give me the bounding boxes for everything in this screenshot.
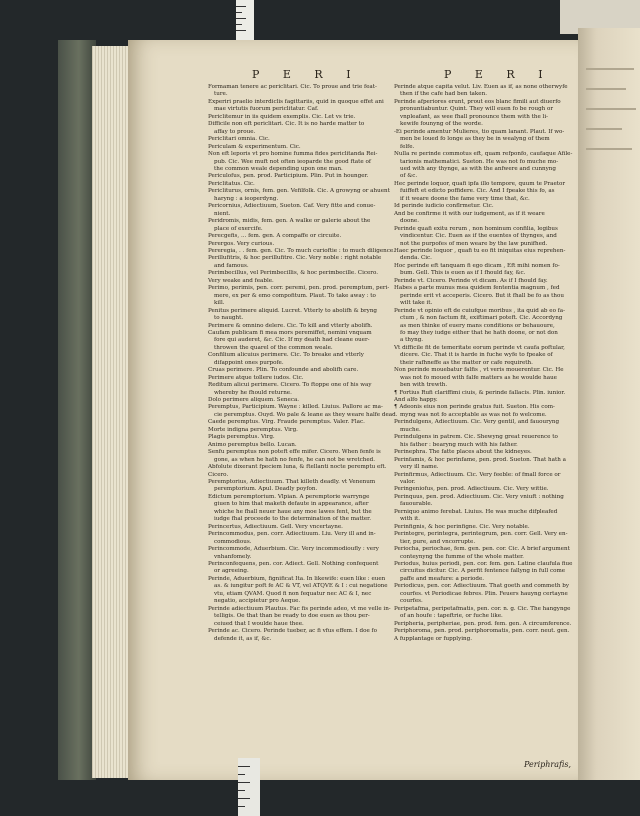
catchword: Periphrafis, (524, 760, 571, 769)
text-line: defende it, as if, &c. (214, 635, 272, 642)
text-line: Vt difficile fit de temeritate eorum perinde vt caufa poftular, (394, 344, 565, 351)
text-line: ¶ Fortius Rufi clariffimi ciuis, & perinde fallacis. Plin. iunior. (394, 389, 566, 396)
text-line: Peripetafma, peripetafmatis, pen. cor. n. g. Cic. The hangynge (394, 605, 571, 612)
text-line: Peridromis, midis, fem. gen. A walke or galerie about the (208, 218, 371, 225)
text-line: Periculam & experimentum. Cic. (208, 143, 301, 150)
text-line: as men thinke of euery mans conditions or behauoure, (400, 322, 555, 329)
text-column-right (394, 84, 592, 643)
text-line: pub. Cic. Wee muft not often ieoparde the good ftate of (214, 158, 371, 165)
text-line: Hec perinde loquor, quafi ipfa illo tempore, quum te Praetor (394, 180, 566, 187)
text-line: Cruas perimere. Plin. To confounde and abolifh care. (208, 367, 359, 374)
text-line: nient. (214, 210, 231, 217)
text-line: Perimere atque tollere iudos. Cic. (208, 374, 304, 381)
text-line: his father : bearyng much with his father. (400, 441, 518, 448)
text-line: Senfu peremptus non poteft effe mifer. Cicero. When fenfe is (208, 449, 381, 456)
text-line: Perinfirmus, Adiectiuum. Cic. Very feeble: of fmall force or (394, 471, 561, 478)
text-line: Perinde quafi exitu rerum , non hominum confilia, legibus (394, 225, 558, 232)
text-line: haryng : a ieoperdyng. (214, 195, 279, 202)
text-line: ture. (214, 91, 228, 98)
text-line: valor. (400, 479, 416, 486)
text-line: circuitus dicitur. Cic. A perfit fentence fallyng in full come (400, 568, 566, 575)
text-line: Edictum peremptorium. Vlpian. A peremptorie warrynge (208, 493, 370, 500)
text-line: Perimere & omnino delere. Cic. To kill and vtterly abolifh. (208, 322, 373, 329)
text-line: of &c. (400, 173, 418, 180)
text-line: Perinephra. The fatte places about the kidneyes. (394, 449, 532, 456)
text-line: fore qui auderet, &c. Cic. If my death had cleane ouer- (214, 337, 370, 344)
text-line: bum. Gell. This is euen as if I fhould fay, &c. (400, 270, 526, 277)
text-line: commodious. (214, 538, 252, 545)
text-line: Perecgefis, ... fem. gen. A compaffe or circuite. (208, 233, 342, 240)
text-line: then if the cafe had ben taken. (400, 91, 487, 98)
text-line: negatio, accipietur pro Aeque. (214, 598, 301, 605)
text-line: the common weale depending upon one man. (214, 165, 343, 172)
text-line: tarionis mathematici. Sueton. He was not fo muche mo- (400, 158, 559, 165)
text-line: Perimo, perimis, pen. corr. peremi, pen. prod. peremptum, peri- (208, 285, 390, 292)
text-line: And alfo happy. (394, 397, 438, 404)
text-line: to naught. (214, 315, 244, 322)
text-line: courfes. (400, 598, 423, 605)
running-header-right: P E R I (444, 68, 553, 81)
text-line: Difficile non eft periclitari. Cic. It is no harde matter to (208, 121, 365, 128)
text-line: and famous. (214, 262, 249, 269)
text-line: whiche he fhall neuer haue any moe lawes fent, but the (214, 508, 372, 515)
text-line: ceiued that I woulde haue thee. (214, 620, 304, 627)
text-line: Morte indigna peremptus. Virg. (208, 426, 298, 433)
text-line: Perimbecillus, vel Perimbecillis, & hoc perimbecille. Cicero. (208, 270, 379, 277)
text-line: Perinconfequens, pen. cor. Adiect. Gell. Nothing confequent (208, 561, 379, 567)
text-line: Formaman tenere ac periclitari. Cic. To proue and trie feat- (208, 84, 377, 90)
text-line: iudge fhal proceede to the determination of the matter. (214, 516, 371, 523)
text-line: throwen the quarel of the common weale. (214, 344, 333, 351)
text-line: Perinde afperiores erunt, prout eos blanc fimili aut diuerfo (394, 98, 561, 105)
text-line: Periodicus, pen. cor. Adiectiuum. That goeth and commeth by (394, 583, 569, 590)
text-line: Perinde adiectiuum Plautus. Fac fis perinde adeo, vt me velle in- (208, 605, 391, 612)
text-line: gone, as when he hath no fenfe, he can not be wretched. (214, 456, 376, 463)
text-line: Perinde, Aduerbium, fignificat Ita. In likewife: euen like : euen (208, 575, 386, 582)
text-line: Non eft leporis vt pro homine fumma fides periclitanda Rei- (208, 151, 378, 158)
text-line: Perinquus, pen. prod. Adiectiuum. Cic. Very vniuft : nothing (394, 493, 564, 500)
text-line: Animo peremptus bello. Lucan. (208, 441, 297, 448)
text-line: Periphoroma, pen. prod. periphoromatis, pen. corr. neut. gen. (394, 628, 570, 635)
text-line: Periclitemur in iis quidem exemplis. Cic. Let vs trie. (208, 113, 356, 120)
text-line: if it weare doone the fame very time that, &c. (400, 195, 530, 202)
text-line: And be confirme it with our iudgement, as if it weare (394, 210, 545, 217)
text-line: Reditum alicui perimere. Cicero. To ftoppe one of his way (208, 382, 372, 389)
text-line: Pericornius, Adiectiuum, Sueton. Caf. Very fitte and conue- (208, 203, 376, 210)
text-line: Perindulgens, Adiectiuum. Cic. Very gentil, and fauouryng (394, 419, 560, 426)
text-line: Perincertus, Adiectiuum. Gell. Very vncertayne. (208, 523, 343, 530)
text-line: Periocha, periochae, fem. gen. pen. cor. Cic. A brief argument (394, 546, 570, 553)
text-column-left (200, 84, 398, 643)
text-line: men be loued fo longe as they be in wealyng of them (400, 136, 550, 143)
text-line: ued with any thynge, as with the anfwere and cunnyng (400, 165, 556, 172)
text-line: Periclitatus. Cic. (208, 180, 255, 187)
text-line: Very weake and feable. (208, 277, 274, 284)
text-line: their rafhneffe as the matter or cafe requireth. (400, 359, 533, 366)
text-line: fauourable. (400, 501, 433, 508)
text-line: -Ei perinde amentur Mulieres, tio quam lanant. Plaut. If wo- (394, 128, 565, 135)
text-line: as. & iungitur poft fe AC & VT, vel ATQVE & I : cui negatione (214, 583, 388, 590)
text-line: very ill name. (400, 464, 439, 471)
text-line: Dolo perimere aliquem. Seneca. (208, 397, 300, 404)
text-line: Non perinde mouebatur falfis , vt veris mouerentur. Cic. He (394, 367, 564, 374)
text-line: with it. (400, 516, 421, 523)
text-line: denda. Cic. (400, 255, 432, 262)
text-line: Perergos. Very curious. (208, 240, 275, 247)
text-line: affay to proue. (214, 128, 256, 135)
text-line: Experiri praelio interdiclis fagittariis, quid in quoque effet ani (208, 98, 384, 105)
text-line: Perinfamis, & hoc perinfame, pen. prod. Sueton. That hath a (394, 456, 566, 463)
text-line: Perincommode, Aduerbium. Cic. Very incommodioufly : very (208, 546, 379, 553)
text-line: Perincommodus, pen. corr. Adiectiuum. Liu. Very ill and in- (208, 531, 376, 538)
text-line: Id perinde iudicio conflrmetur. Cic. (394, 203, 494, 210)
text-line: conteynyng the fumme of the whole matter. (400, 553, 524, 560)
running-header-left: P E R I (252, 68, 361, 81)
text-line: pronuntiabuntur. Quint. They will euen fo be rough or (400, 106, 554, 113)
text-line: peremptorium. Apul. Deadly poyfon. (214, 486, 318, 493)
text-line: vindicentur. Cic. Euen as if the euentes of thynges, and (400, 233, 557, 240)
text-line: kewife founyng of the worde. (400, 121, 483, 128)
text-line: a thyng. (400, 337, 424, 344)
text-line: mere, ex per & emo compofitum. Plaut. To take away : to (214, 292, 376, 299)
text-line: Hoc perinde eft tanquam fi ego dicam , Eft mihi nomen fo- (394, 262, 560, 269)
text-line: Perinde vt. Cicero. Perinde vt dicam. As if I fhould fay. (394, 277, 548, 284)
text-line: was not fo moued with falfe matters as he woulde haue (400, 374, 557, 381)
text-line: dicere. Cic. That it is harde in fuche wyfe to fpeake of (400, 352, 553, 359)
text-line: place of exercife. (214, 225, 263, 232)
text-line: courfes. vt Periodicae febres. Plin. Feuers hauyng certayne (400, 590, 568, 597)
text-line: Nulla re perinde commotus eft, quam refponfo, caufaque Afile- (394, 151, 573, 158)
text-line: vnhanfomely. (214, 553, 252, 560)
text-line: Peremptorius, Adiectiuum. That killeth deadly. vt Venenum (208, 479, 376, 486)
page-edges (92, 46, 130, 778)
text-line: ¶ Adeonis eius non perinde gratus fuit. Sueton. His com- (394, 404, 555, 411)
text-line: Cicero. (208, 471, 229, 478)
text-line: difappoint ones purpofe. (214, 359, 284, 366)
text-line: Perillufitris, & hoc perillufitre. Cic. Very noble : right notable (208, 255, 382, 262)
text-line: Peremptus, Participium. Wayne : killed. Liuius. Pallore ac ma- (208, 404, 383, 411)
text-line: fo may they iudge either that he hath doone, or not don (400, 329, 558, 336)
text-line: felfe. (400, 143, 415, 150)
text-line: or agreeing. (214, 568, 249, 575)
text-line: Haec perinde loquor , quafi tu eo fit iniquitas eius reprehen- (394, 247, 566, 254)
text-line: of an houfe : tapeftrie, or fuche like. (400, 613, 503, 620)
text-line: Caufam publicam fi mea mors peremiffet, nemini vnquam (208, 329, 372, 336)
text-line: A fupplantage or fupplying. (394, 635, 472, 642)
text-line: wilt take it. (400, 300, 433, 307)
text-line: Perniquo animo ferebat. Liuius. He was muche difpleafed (394, 508, 558, 515)
text-line: giuen to him that maketh defaute in appearance, after (214, 501, 369, 508)
book-spine (58, 40, 96, 780)
text-line: fuiffeft et edicto poffidere. Cic. And I fpeake this fo, as (400, 188, 555, 195)
text-line: Perinfignis, & hoc perinfigne. Cic. Very notable. (394, 523, 530, 530)
text-line: Habes a parte munus mea quidem fententia magnum , fed (394, 285, 560, 292)
text-line: vtu, etiam QVAM. Quod fi non fequatur nec AC & I, nec (214, 590, 372, 597)
text-line: telligis. Oe that than be ready to doe euen as thou per- (214, 613, 370, 620)
text-line: not the purpofes of men weare by the law punifhed. (400, 240, 548, 247)
text-line: Peringeniofus, pen. prod. Adiectiuum. Cic. Very wittie. (394, 486, 549, 493)
text-line: Periclitari omnia. Cic. (208, 136, 270, 143)
text-line: tier, pure, and vncorrupte. (400, 538, 476, 545)
scale-ruler-bottom (238, 758, 260, 816)
text-line: perinde erit vt acceperis. Cicero. But it fhall be fo as thou (400, 292, 564, 299)
text-line: Perinde atque capita velut. Liv. Euen as if, as none otherwyfe (394, 84, 568, 90)
text-line: mae virtutis fuorum periclitatur. Caf. (214, 106, 319, 113)
text-line: Perinde vt opinio eft de cuiufque moribus , ita quid ab eo fa- (394, 307, 566, 314)
text-line: Confilium alicuius perimere. Cic. To breake and vtterly (208, 352, 364, 359)
text-line: whereby he fhould returne. (214, 389, 292, 396)
text-line: ben with trewth. (400, 382, 448, 389)
text-line: Periculofus, pen. prod. Participium. Plin. Put in hounger. (208, 173, 369, 180)
text-line: Periodus, huius periodi, pen. cor. fem. gen. Latine claufula fiue (394, 561, 573, 567)
text-line: paffe and meafure: a periode. (400, 575, 485, 582)
scale-ruler-top (236, 0, 254, 40)
text-line: Plagis peremptus. Virg. (208, 434, 275, 441)
text-line: Peripheria, peripheriae, pen. prod. fem. gen. A circumference. (394, 620, 572, 627)
text-line: muche. (400, 426, 421, 433)
text-line: Perinde ac. Cicero. Perinde tueber, ac fi vfus effem. I doe fo (208, 628, 377, 635)
text-line: Caede peremptus. Virg. Fraude peremptus. Valer. Flac. (208, 419, 365, 426)
text-line: Penitus perimere aliquid. Lucret. Vtterly to abolifh & bryng (208, 307, 378, 314)
text-line: myng was not fo acceptable as was not fo welcome. (400, 411, 547, 418)
text-line: doone. (400, 218, 420, 225)
text-line: Pericliturus, ornis, fem. gen. Vefilfolk. Cic. A growyng or ahuent (208, 188, 390, 195)
text-line: Perindulgens in patrem. Cic. Shewyng great reuerence to (394, 434, 558, 441)
text-line: vnpleafant, as wee fhall pronounce them with the li- (400, 113, 548, 120)
text-line: Perintegre, perintegra, perintegrum, pen. corr. Gell. Very en- (394, 531, 568, 538)
text-line: cie peremptus. Ouyd. Wo pale & leane as they weare halfe dead. (214, 411, 398, 418)
text-line: ctum , & non factum fit, exiftimari poteft. Cic. Accordyng (400, 315, 563, 322)
text-line: Abfolute dixerant fpeciem luna, & ftellanti nocte peremptu eft. (208, 464, 387, 471)
text-line: kill. (214, 300, 225, 307)
text-line: Pereregia, . . fem. gen. Cic. To much curioftie : to much diligence. (208, 247, 395, 254)
